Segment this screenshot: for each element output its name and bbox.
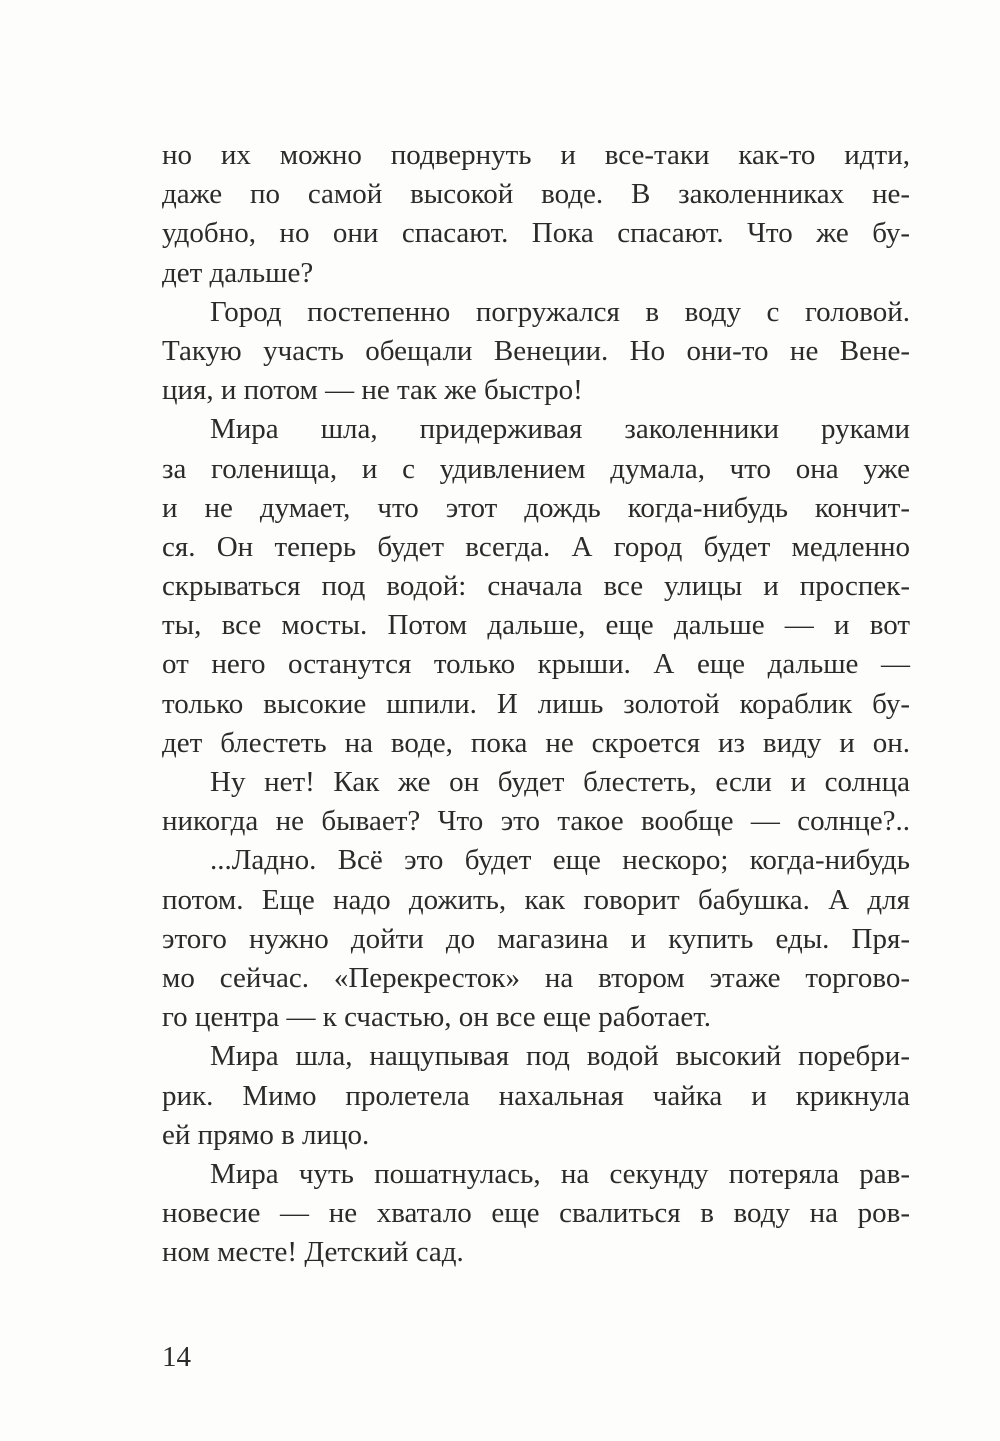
paragraph-6 (162, 1037, 910, 1155)
text-line: даже по самой высокой воде. В заколенниках не- (162, 178, 910, 211)
text-line: удобно, но они спасают. Пока спасают. Что же бу- (162, 217, 910, 250)
text-line: дет блестеть на воде, пока не скроется из виду и он. (162, 726, 910, 759)
paragraph-7 (162, 1155, 910, 1273)
text-line: Мира чуть пошатнулась, на секунду потеряла рав- (210, 1157, 910, 1190)
text-line: потом. Еще надо дожить, как говорит бабушка. А для (162, 883, 910, 916)
text-line: но их можно подвернуть и все-таки как-то идти, (162, 139, 910, 171)
page-number: 14 (162, 1341, 191, 1373)
paragraph-1 (162, 136, 910, 293)
body-text (162, 136, 910, 1272)
text-line: ция, и потом — не так же быстро! (162, 374, 583, 407)
text-line: Мира шла, нащупывая под водой высокий поребри- (210, 1040, 910, 1073)
text-line: ...Ладно. Всё это будет еще нескоро; когда-нибудь (210, 844, 910, 877)
text-line: Город постепенно погружался в воду с головой. (210, 295, 910, 328)
text-line: Мира шла, придерживая заколенники руками (210, 413, 910, 446)
text-line: и не думает, что этот дождь когда-нибудь кончит- (162, 491, 910, 524)
text-line: дет дальше? (162, 256, 314, 289)
text-line: ей прямо в лицо. (162, 1118, 370, 1151)
text-line: никогда не бывает? Что это такое вообще — солнце?.. (162, 805, 910, 838)
paragraph-4 (162, 763, 910, 841)
text-line: новесие — не хватало еще свалиться в воду на ров- (162, 1197, 910, 1230)
text-line: ся. Он теперь будет всегда. А город будет медленно (162, 530, 910, 563)
paragraph-3 (162, 410, 910, 763)
text-line: этого нужно дойти до магазина и купить еды. Пря- (162, 922, 910, 955)
text-line: только высокие шпили. И лишь золотой кораблик бу- (162, 687, 910, 720)
text-line: за голенища, и с удивлением думала, что она уже (162, 452, 910, 485)
text-line: мо сейчас. «Перекресток» на втором этаже торгово- (162, 961, 910, 994)
text-line: рик. Мимо пролетела нахальная чайка и крикнула (162, 1079, 910, 1112)
text-line: скрываться под водой: сначала все улицы и проспек- (162, 570, 910, 603)
paragraph-5 (162, 841, 910, 1037)
paragraph-2 (162, 293, 910, 411)
text-line: ты, все мосты. Потом дальше, еще дальше — и вот (162, 609, 910, 642)
text-line: Ну нет! Как же он будет блестеть, если и солнца (210, 766, 910, 798)
text-line: ном месте! Детский сад. (162, 1236, 464, 1269)
text-line: от него останутся только крыши. А еще дальше — (162, 648, 910, 681)
text-line: Такую участь обещали Венеции. Но они-то не Вене- (162, 334, 910, 367)
text-line: го центра — к счастью, он все еще работает. (162, 1001, 711, 1034)
